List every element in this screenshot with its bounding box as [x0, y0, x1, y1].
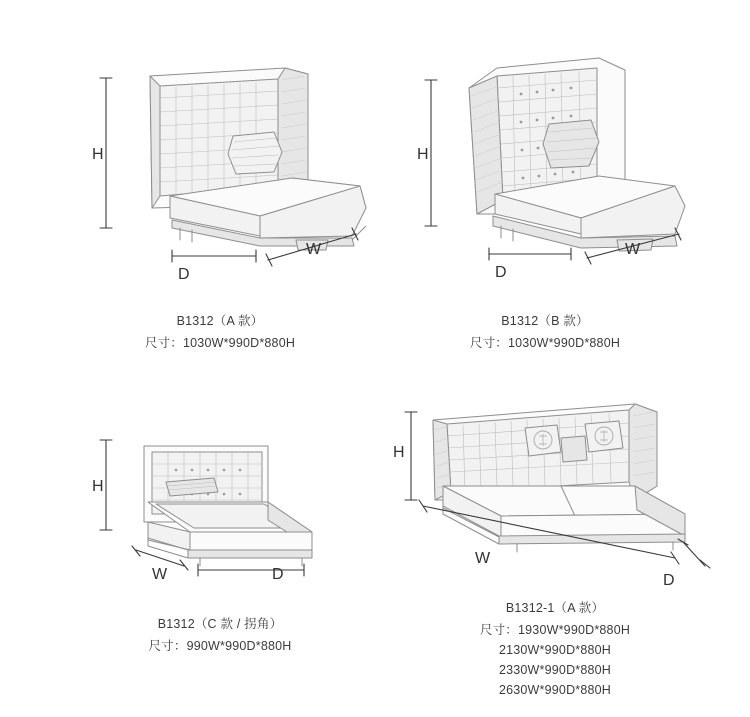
title-b1312-1-a: B1312-1（A 款）: [505, 601, 605, 615]
label-depth-b1312-b: D: [495, 264, 507, 281]
dimension-b1312-1-a-2: 2330W*990D*880H: [498, 663, 612, 677]
title-b1312-c: B1312（C 款 / 拐角）: [157, 617, 283, 631]
label-height-b1312-a: H: [92, 146, 104, 163]
label-height-b1312-1-a: H: [393, 444, 405, 461]
dimension-b1312-a-0: 尺寸：1030W*990D*880H: [144, 336, 296, 350]
caption-b1312-b: [385, 311, 705, 353]
title-b1312-b: B1312（B 款）: [501, 314, 589, 328]
caption-b1312-1-a: [385, 598, 725, 700]
label-height-b1312-b: H: [417, 146, 429, 163]
label-depth-b1312-c: D: [272, 566, 284, 583]
label-width-b1312-b: W: [625, 241, 641, 258]
caption-b1312-c: [60, 614, 380, 656]
label-width-b1312-1-a: W: [475, 550, 491, 567]
dimension-b1312-1-a-0: 尺寸：1930W*990D*880H: [479, 623, 631, 637]
dimension-b1312-c-0: 尺寸：990W*990D*880H: [148, 639, 292, 653]
dimension-b1312-b-0: 尺寸：1030W*990D*880H: [469, 336, 621, 350]
label-depth-b1312-a: D: [178, 266, 190, 283]
figure-b1312-1-a: [385, 390, 725, 710]
drawing-b1312-c: [60, 390, 380, 590]
caption-b1312-a: [60, 311, 380, 353]
dimension-b1312-1-a-3: 2630W*990D*880H: [498, 683, 612, 697]
drawing-b1312-a: [60, 28, 380, 283]
drawing-b1312-b: [385, 28, 705, 283]
label-width-b1312-a: W: [306, 241, 322, 258]
label-depth-b1312-1-a: D: [663, 572, 675, 589]
figure-b1312-b: [385, 28, 705, 350]
dimension-b1312-1-a-1: 2130W*990D*880H: [498, 643, 612, 657]
label-width-b1312-c: W: [152, 566, 168, 583]
label-height-b1312-c: H: [92, 478, 104, 495]
figure-b1312-a: [60, 28, 380, 350]
figure-b1312-c: [60, 390, 380, 690]
title-b1312-a: B1312（A 款）: [176, 314, 264, 328]
drawing-b1312-1-a: [385, 390, 725, 590]
